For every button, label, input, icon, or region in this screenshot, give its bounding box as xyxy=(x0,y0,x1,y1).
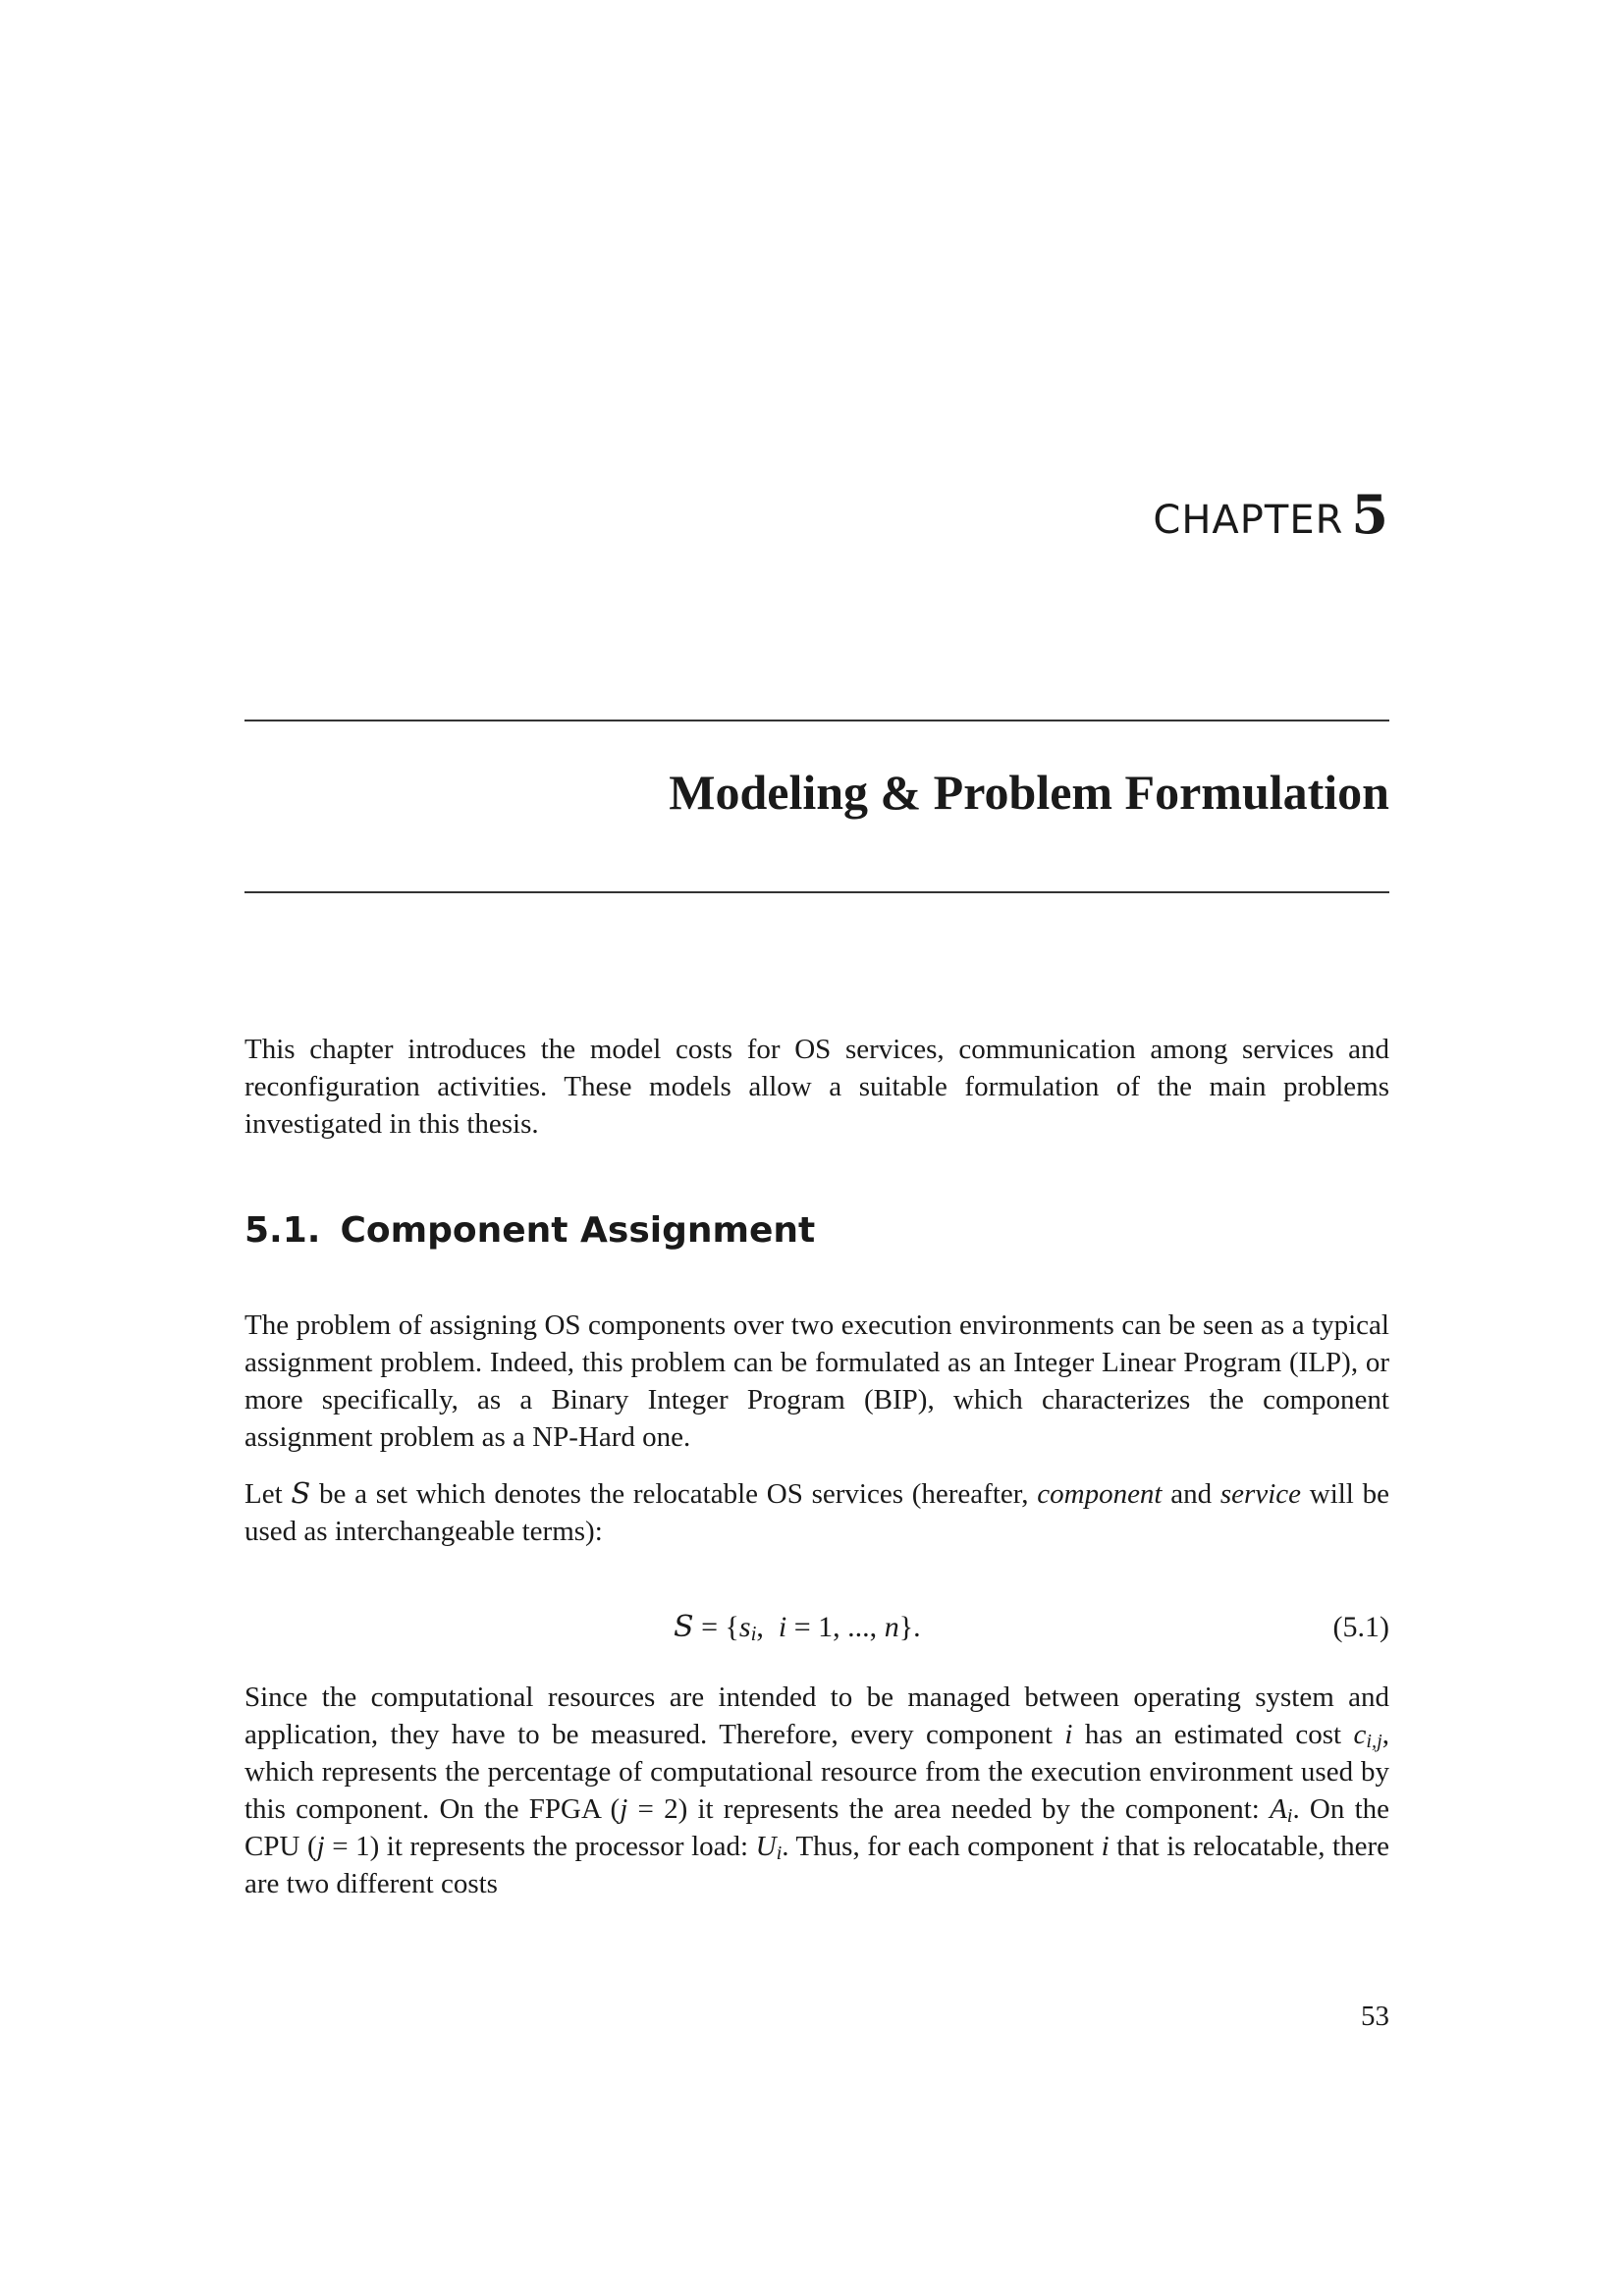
eq-part: = 1, ..., xyxy=(786,1611,885,1643)
math-subscript: i,j xyxy=(1366,1731,1382,1752)
paragraph-set-definition xyxy=(244,1474,1389,1550)
text-run: has an estimated cost xyxy=(1072,1719,1354,1750)
math-var: j xyxy=(620,1793,628,1825)
text-run: ) it represents the area needed by the component: xyxy=(677,1793,1271,1825)
intro-paragraph xyxy=(244,1031,1389,1143)
title-rule-bottom xyxy=(244,891,1389,893)
chapter-title: Modeling & Problem Formulation xyxy=(669,765,1389,820)
equation-number: (5.1) xyxy=(1332,1611,1389,1643)
math-subscript: i xyxy=(1286,1805,1293,1827)
equation-5-1 xyxy=(674,1610,921,1645)
eq-var-n: n xyxy=(884,1611,899,1643)
math-var: j xyxy=(316,1831,325,1862)
text-run: , which represents the percentage of computational resource from the execution environment used by this component. On the FPGA ( xyxy=(244,1719,1390,1825)
emphasis-service: service xyxy=(1219,1478,1301,1510)
paragraph-text xyxy=(244,1474,1389,1550)
eq-part: = { xyxy=(693,1611,739,1643)
math-var: c xyxy=(1353,1719,1367,1750)
text-run: ) it represents the processor load: xyxy=(369,1831,756,1862)
text-run: = 2 xyxy=(627,1793,678,1825)
text-run: be a set which denotes the relocatable OS services (hereafter, xyxy=(310,1478,1038,1510)
math-var: i xyxy=(1064,1719,1073,1750)
text-run: Let xyxy=(244,1478,292,1510)
text-run: Since the computational resources are intended to be managed between operating system and application, they have to be measured. Therefore, every component xyxy=(244,1682,1389,1750)
math-subscript: i xyxy=(776,1842,783,1864)
emphasis-component: component xyxy=(1037,1478,1163,1510)
chapter-label xyxy=(1153,483,1389,546)
paragraph-text: The problem of assigning OS components over two execution environments can be seen as a typical assignment problem. Indeed, this problem can be formulated as an Integer Linear Program (ILP), or more specifically, as a Binary Integer Program (BIP), which characterizes the component assignment problem as a NP-Hard one. xyxy=(244,1309,1389,1453)
eq-part: , xyxy=(756,1611,779,1643)
text-run: . Thus, for each component xyxy=(782,1831,1102,1862)
math-var: i xyxy=(1101,1831,1110,1862)
chapter-label-text: CHAPTER xyxy=(1153,498,1344,543)
eq-var-i: i xyxy=(778,1611,787,1643)
text-run: will be used as interchangeable terms): xyxy=(244,1478,1389,1547)
paragraph-cost-model xyxy=(244,1679,1389,1902)
section-heading xyxy=(244,1210,816,1251)
text-run: and xyxy=(1162,1478,1220,1510)
eq-var-s: s xyxy=(738,1611,751,1643)
paragraph-assignment-problem xyxy=(244,1307,1389,1456)
set-symbol: S xyxy=(674,1610,694,1644)
math-var: U xyxy=(755,1831,777,1862)
eq-subscript: i xyxy=(750,1622,757,1645)
paragraph-text xyxy=(244,1679,1389,1902)
text-run: that is relocatable, there are two different costs xyxy=(244,1831,1390,1899)
text-run: . On the CPU ( xyxy=(244,1793,1390,1862)
intro-text: This chapter introduces the model costs for OS services, communication among services and reconfiguration activities. These models allow a suitable formulation of the main problems investigated in this thesis. xyxy=(244,1034,1389,1140)
section-number: 5.1. xyxy=(244,1210,321,1251)
section-title: Component Assignment xyxy=(340,1210,816,1251)
set-symbol: S xyxy=(291,1476,311,1510)
math-var: A xyxy=(1270,1793,1287,1825)
chapter-number: 5 xyxy=(1351,483,1389,546)
title-rule-top xyxy=(244,720,1389,721)
text-run: = 1 xyxy=(324,1831,370,1862)
eq-part: }. xyxy=(898,1611,921,1643)
page-number: 53 xyxy=(1361,2001,1389,2032)
